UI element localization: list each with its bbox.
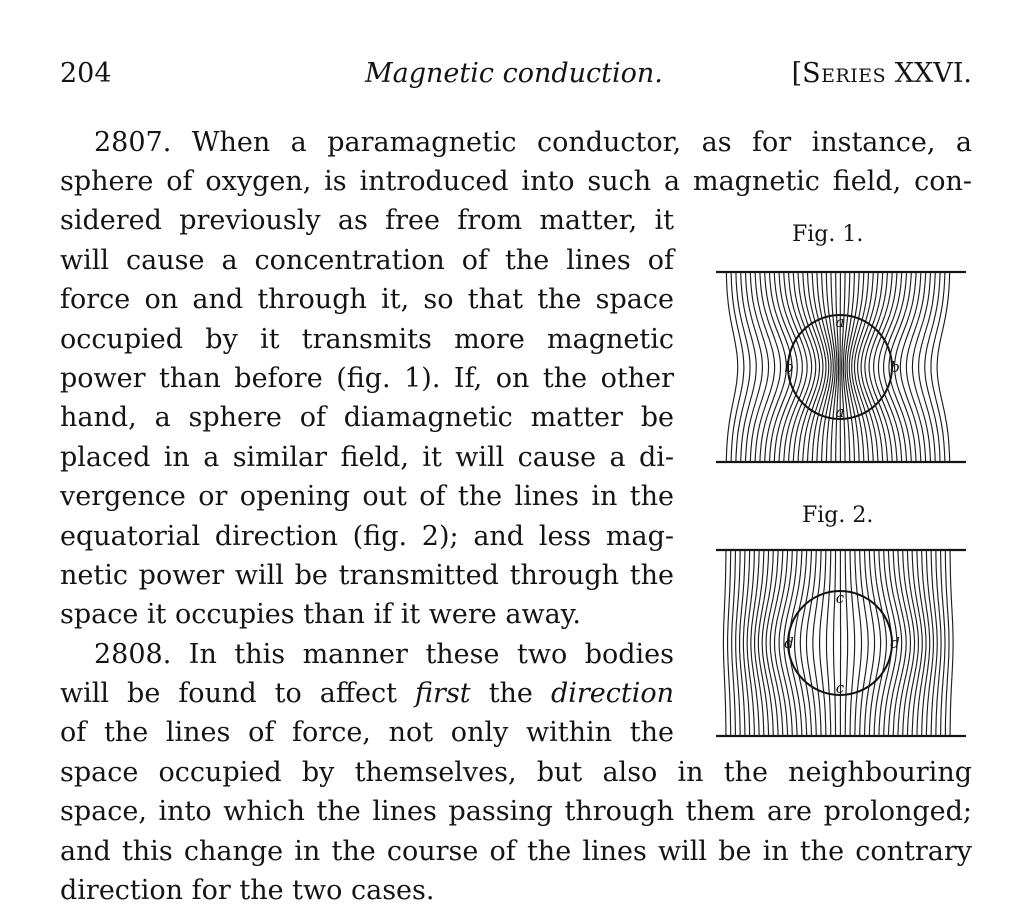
text-line: placed in a similar field, it will cause a di- xyxy=(60,442,674,473)
line-of-force xyxy=(746,272,763,461)
text-run: will be found to affect xyxy=(60,678,397,709)
sphere-label-left: d xyxy=(784,634,794,652)
line-of-force xyxy=(732,550,736,736)
line-of-force xyxy=(800,550,811,736)
line-of-force xyxy=(919,272,936,461)
sphere-label-bottom: a xyxy=(835,403,845,421)
text-line: equatorial direction (fig. 2); and less mag- xyxy=(60,521,674,552)
text-line: sphere of oxygen, is introduced into such a magnetic field, con- xyxy=(60,166,972,197)
line-of-force xyxy=(850,550,855,736)
text-line: sidered previously as free from matter, it xyxy=(60,205,674,236)
line-of-force xyxy=(758,550,768,736)
running-header xyxy=(60,58,972,98)
line-of-force xyxy=(798,272,820,461)
line-of-force xyxy=(750,272,768,461)
sphere-label-left: b xyxy=(784,358,794,376)
text-line: of the lines of force, not only within the xyxy=(60,717,674,748)
page-number: 204 xyxy=(60,58,112,89)
line-of-force xyxy=(865,550,875,736)
sphere-label-top: c xyxy=(835,589,845,607)
line-of-force xyxy=(834,550,836,736)
line-of-force xyxy=(827,550,831,736)
text-line: space occupied by themselves, but also in the neighbouring xyxy=(60,757,972,788)
text-line: space it occupies than if it were away. xyxy=(60,599,581,630)
text-line: force on and through it, so that the space xyxy=(60,284,674,315)
sphere-label-bottom: c xyxy=(835,679,845,697)
text-line: direction for the two cases. xyxy=(60,875,435,906)
text-line: space, into which the lines passing through them are prolonged; xyxy=(60,796,972,827)
line-of-force xyxy=(723,550,726,736)
line-of-force xyxy=(945,550,949,736)
figure-1-caption: Fig. 1. xyxy=(792,222,864,247)
series-label xyxy=(792,58,972,89)
line-of-force xyxy=(728,550,731,736)
series-bracket: [ xyxy=(791,58,803,89)
line-of-force xyxy=(906,272,925,461)
line-of-force xyxy=(950,550,953,736)
text-line: occupied by it transmits more magnetic xyxy=(60,324,674,355)
figure-2-caption: Fig. 2. xyxy=(802,503,874,528)
line-of-force xyxy=(907,550,918,736)
text-line: power than before (fig. 1). If, on the other xyxy=(60,363,674,394)
text-line-mixed xyxy=(60,675,674,713)
line-of-force xyxy=(912,550,922,736)
text-line: 2808. In this manner these two bodies xyxy=(94,639,674,670)
line-of-force xyxy=(755,272,775,461)
line-of-force xyxy=(807,550,817,736)
running-title: Magnetic conduction. xyxy=(365,58,663,89)
line-of-force xyxy=(793,272,815,461)
figure-2-diagram xyxy=(716,546,966,742)
line-of-force xyxy=(820,550,826,736)
text-line: and this change in the course of the lines will be in the contrary xyxy=(60,836,972,867)
text-line: vergence or opening out of the lines in the xyxy=(60,481,674,512)
text-run: the xyxy=(488,678,533,709)
line-of-force xyxy=(845,550,848,736)
text-line: will cause a concentration of the lines of xyxy=(60,245,674,276)
sphere-label-top: a xyxy=(835,313,845,331)
text-line: 2807. When a paramagnetic conductor, as for instance, a xyxy=(94,127,972,158)
emphasis-direction: direction xyxy=(550,678,674,709)
text-line: netic power will be transmitted through the xyxy=(60,560,674,591)
series-number: XXVI. xyxy=(894,58,972,89)
line-of-force xyxy=(740,550,745,736)
line-of-force xyxy=(726,272,737,461)
series-word: Series xyxy=(802,58,887,89)
sphere-label-right: d xyxy=(890,634,900,652)
line-of-force xyxy=(912,272,930,461)
figure-1-diagram xyxy=(716,268,966,468)
sphere-label-right: b xyxy=(890,358,900,376)
emphasis-first: first xyxy=(415,678,471,709)
line-of-force xyxy=(762,550,773,736)
text-line: hand, a sphere of diamagnetic matter be xyxy=(60,402,674,433)
